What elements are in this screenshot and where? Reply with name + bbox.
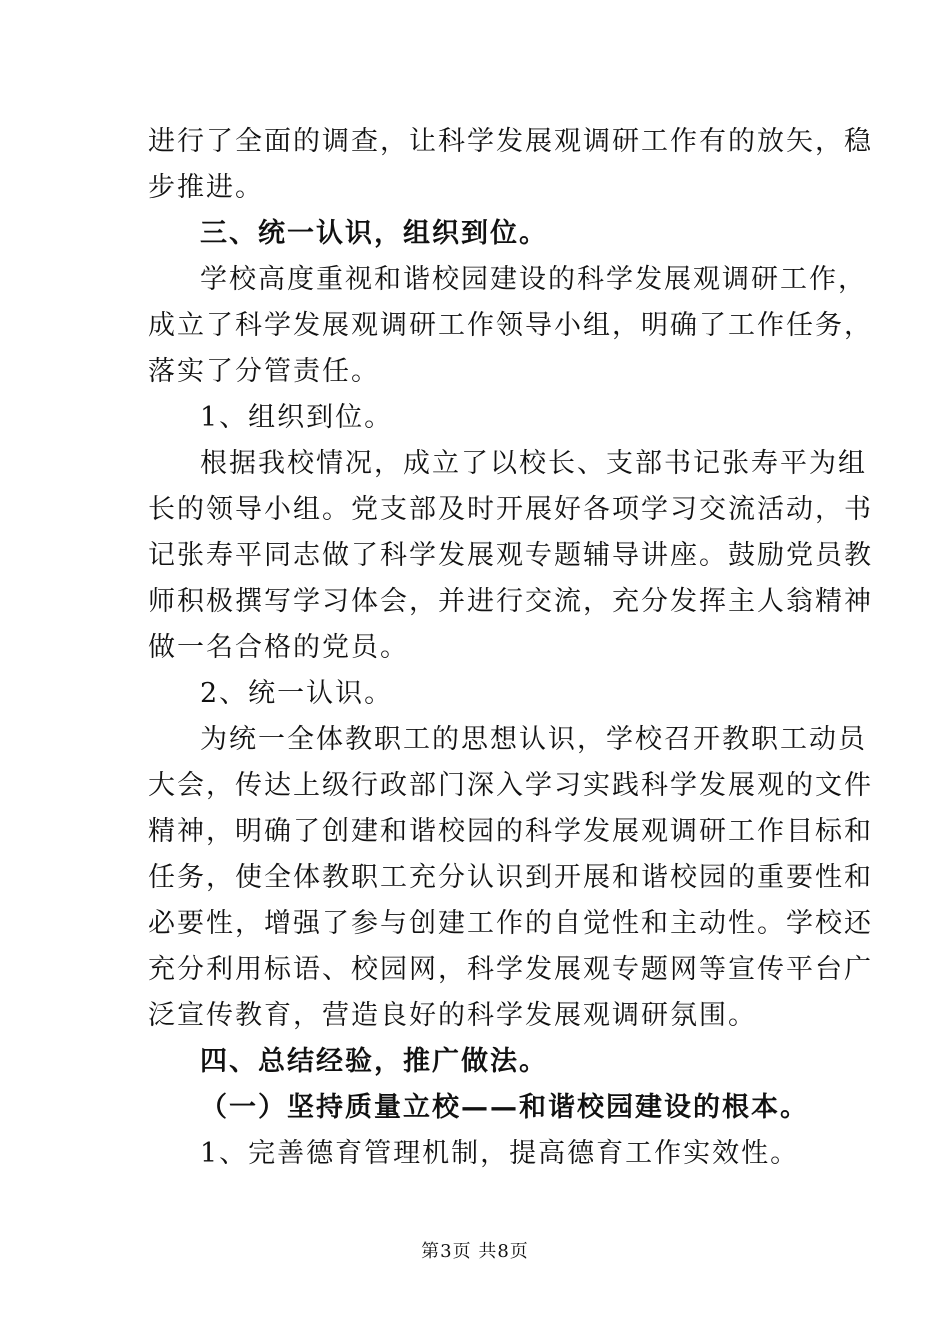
page-number-footer: 第3页 共8页 bbox=[421, 1241, 529, 1262]
body-text-line: 精神，明确了创建和谐校园的科学发展观调研工作目标和 bbox=[148, 816, 873, 847]
body-text-line: 任务，使全体教职工充分认识到开展和谐校园的重要性和 bbox=[148, 862, 873, 893]
body-text-line: 必要性，增强了参与创建工作的自觉性和主动性。学校还 bbox=[148, 908, 873, 939]
body-text-line: 落实了分管责任。 bbox=[148, 356, 380, 387]
subsection-heading: 1、组织到位。 bbox=[200, 402, 394, 433]
body-text-line: 做一名合格的党员。 bbox=[148, 632, 409, 663]
body-text-line: 1、完善德育管理机制，提高德育工作实效性。 bbox=[200, 1138, 800, 1169]
body-text-line: 步推进。 bbox=[148, 172, 264, 203]
body-text-line: 学校高度重视和谐校园建设的科学发展观调研工作， bbox=[200, 264, 867, 295]
body-text-line: 充分利用标语、校园网，科学发展观专题网等宣传平台广 bbox=[148, 954, 873, 985]
body-text-line: 根据我校情况，成立了以校长、支部书记张寿平为组 bbox=[200, 448, 867, 479]
body-text-line: 为统一全体教职工的思想认识，学校召开教职工动员 bbox=[200, 724, 867, 755]
subsection-heading: 2、统一认识。 bbox=[200, 678, 394, 709]
body-text-line: 师积极撰写学习体会，并进行交流，充分发挥主人翁精神 bbox=[148, 586, 873, 617]
body-text-line: 记张寿平同志做了科学发展观专题辅导讲座。鼓励党员教 bbox=[148, 540, 873, 571]
body-text-line: 大会，传达上级行政部门深入学习实践科学发展观的文件 bbox=[148, 770, 873, 801]
body-text-line: 成立了科学发展观调研工作领导小组，明确了工作任务， bbox=[148, 310, 873, 341]
body-text-line: 长的领导小组。党支部及时开展好各项学习交流活动，书 bbox=[148, 494, 873, 525]
body-text-line: 泛宣传教育，营造良好的科学发展观调研氛围。 bbox=[148, 1000, 757, 1031]
body-text-line: 进行了全面的调查，让科学发展观调研工作有的放矢，稳 bbox=[148, 126, 873, 157]
section-heading: 四、总结经验，推广做法。 bbox=[200, 1046, 548, 1077]
section-heading: 三、统一认识，组织到位。 bbox=[200, 218, 548, 249]
subsection-heading: （一）坚持质量立校——和谐校园建设的根本。 bbox=[200, 1092, 809, 1123]
